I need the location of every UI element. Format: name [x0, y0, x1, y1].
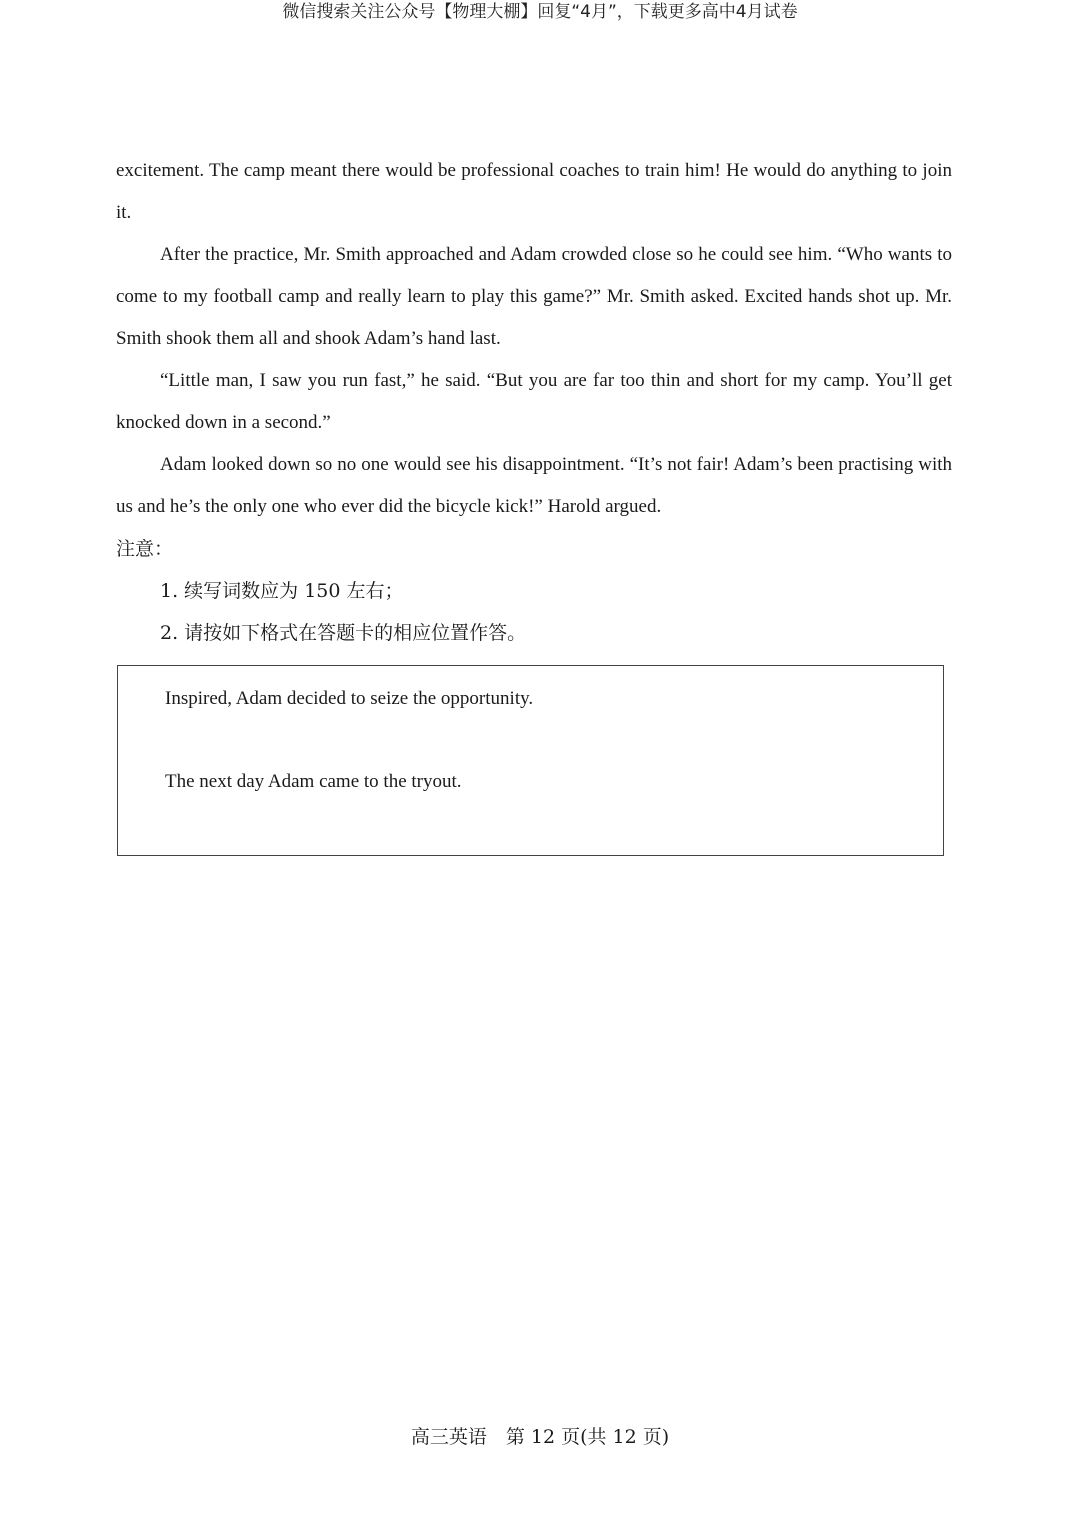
page-footer: 高三英语 第 12 页(共 12 页) — [410, 1426, 670, 1448]
passage-paragraph-3: “Little man, I saw you run fast,” he said. “But you are far too thin and short for my camp. You’ll get knocked down in a second.” — [116, 370, 952, 433]
answer-format-box — [117, 665, 944, 856]
passage-paragraph-1: excitement. The camp meant there would be professional coaches to train him! He would do anything to join it. — [116, 160, 952, 223]
watermark-banner: 微信搜索关注公众号【物理大棚】回复“4月”，下载更多高中4月试卷 — [282, 2, 798, 22]
continuation-opening-sentence-2: The next day Adam came to the tryout. — [165, 771, 462, 792]
notes-heading: 注意： — [116, 538, 174, 560]
passage-paragraph-4: Adam looked down so no one would see his disappointment. “It’s not fair! Adam’s been practising with us and he’s the only one who ever did the bicycle kick!” Harold argued. — [116, 454, 952, 517]
passage — [116, 150, 952, 654]
passage-paragraph-2: After the practice, Mr. Smith approached and Adam crowded close so he could see him. “Who wants to come to my football camp and really learn to play this game?” Mr. Smith asked. Excited hands shot up. Mr. Smith shook them all and shook Adam’s hand last. — [116, 244, 952, 349]
note-item-word-count: 1. 续写词数应为 150 左右； — [160, 580, 404, 602]
continuation-opening-sentence-1: Inspired, Adam decided to seize the opportunity. — [165, 688, 534, 709]
note-item-format: 2. 请按如下格式在答题卡的相应位置作答。 — [160, 622, 527, 644]
